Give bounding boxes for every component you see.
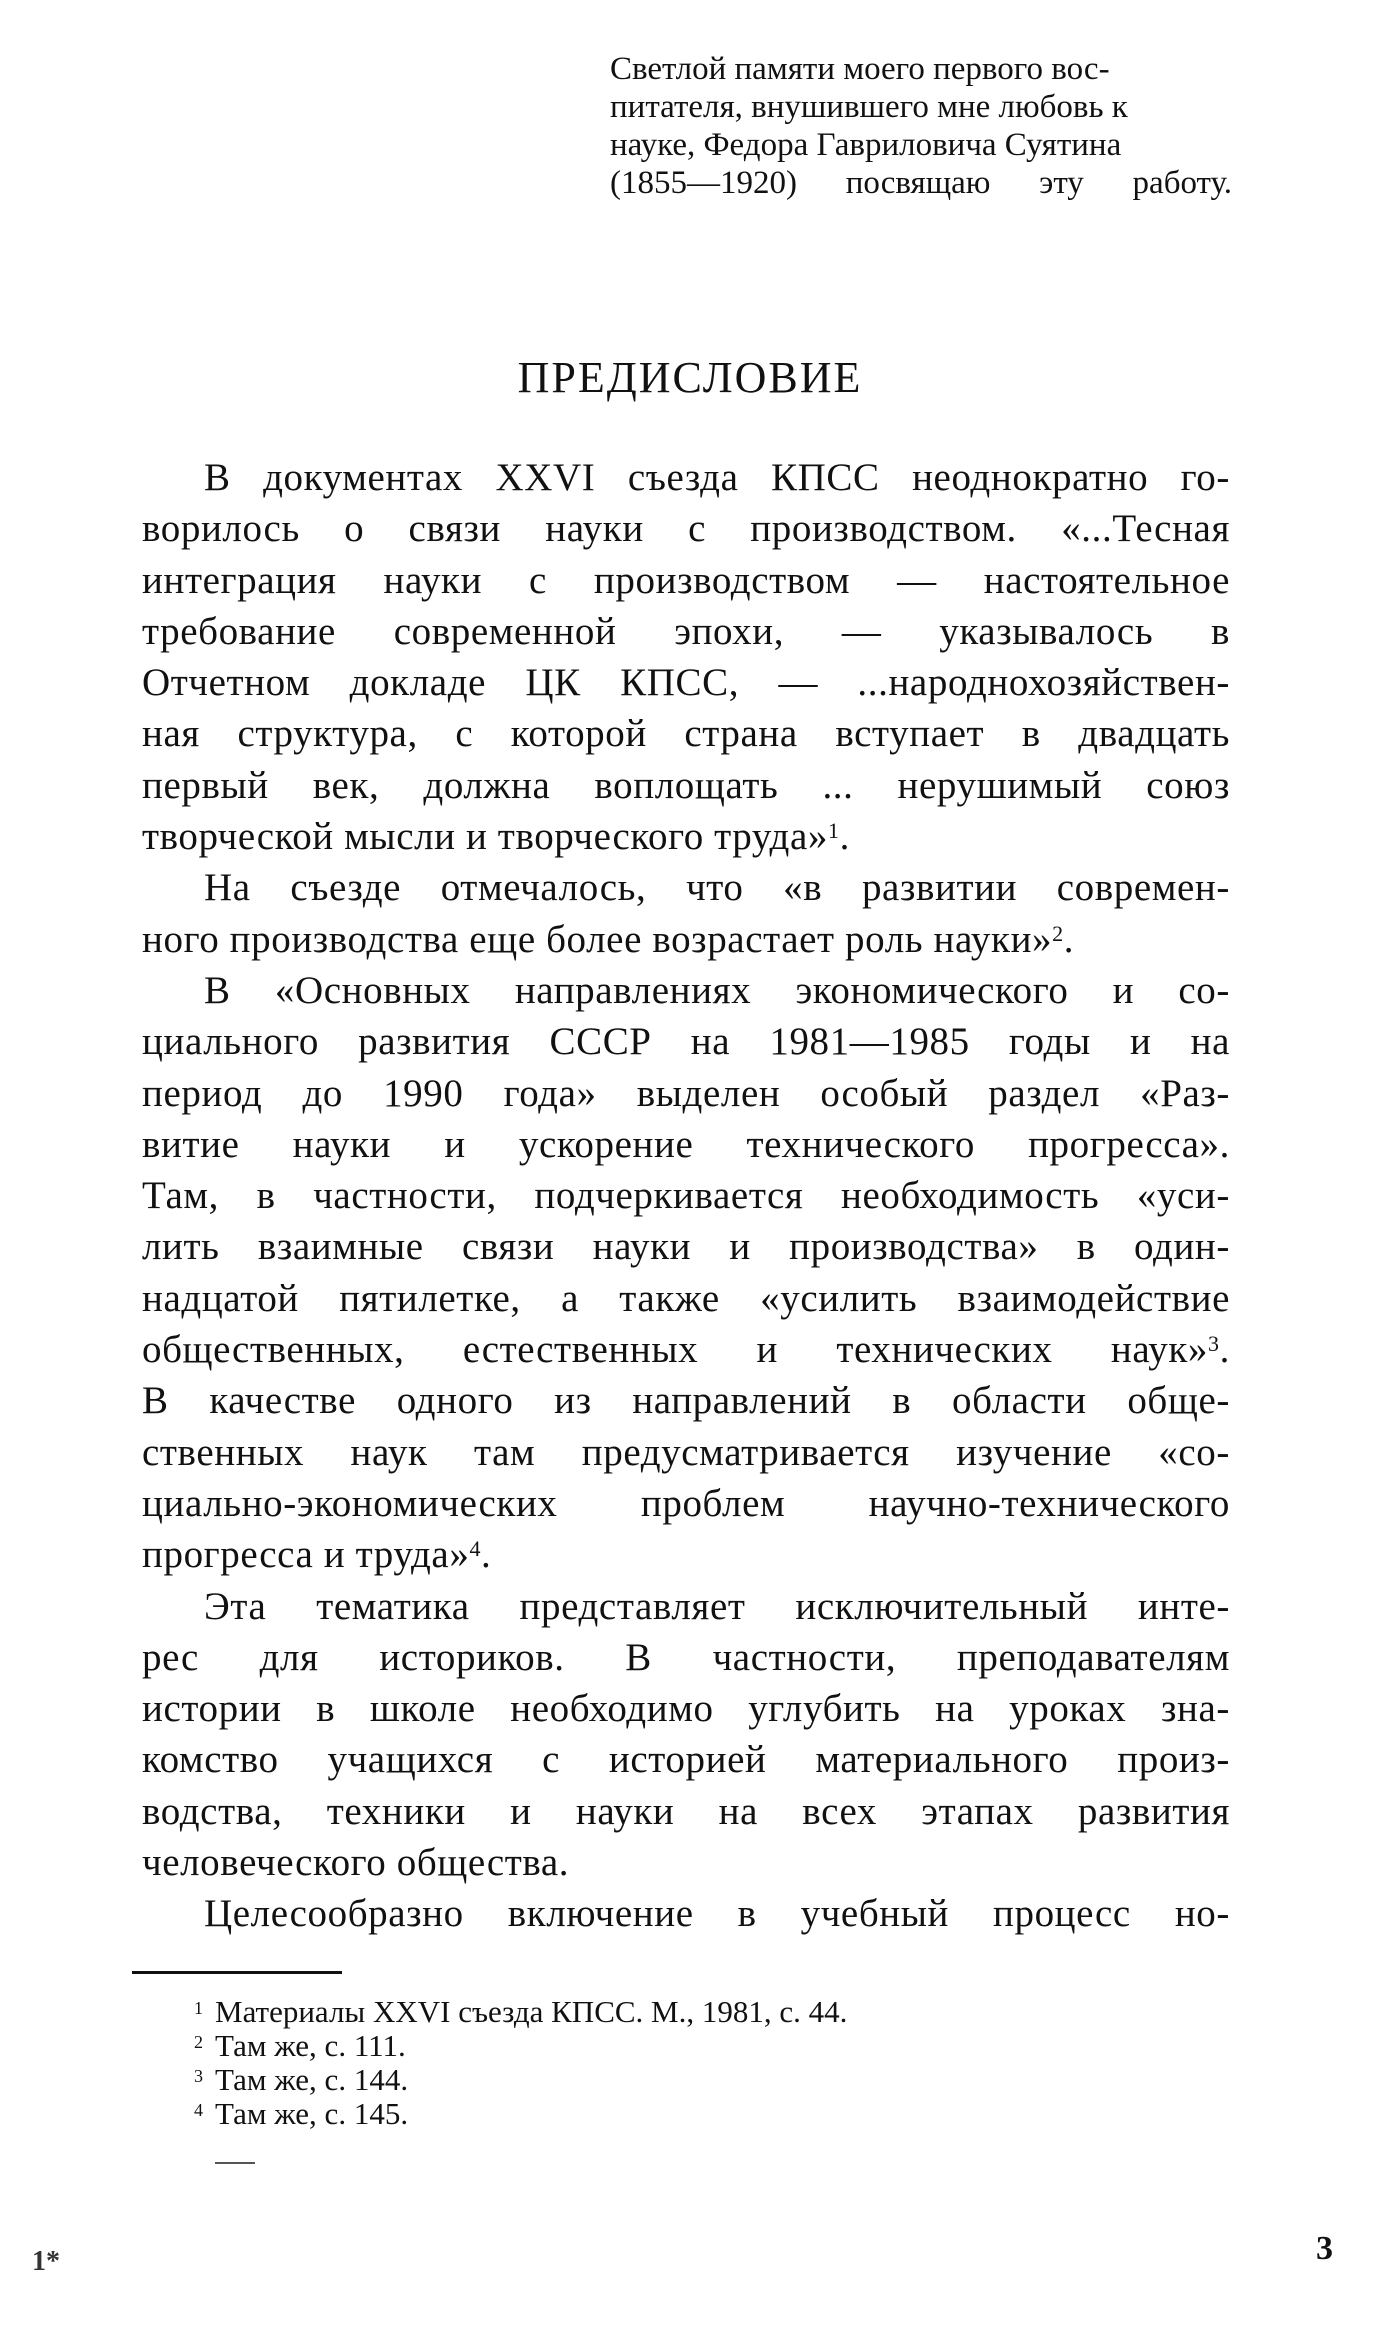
text-line bbox=[142, 606, 1230, 657]
footnote-number: 4 bbox=[194, 2100, 203, 2120]
line-punct: . bbox=[1219, 1328, 1230, 1372]
line-text: надцатой пятилетке, а также «усилить взаимодействие bbox=[142, 1276, 1230, 1320]
paragraph bbox=[142, 452, 1230, 862]
footnote-number: 1 bbox=[194, 1998, 203, 2018]
dedication-line: науке, Федора Гавриловича Суятина bbox=[610, 127, 1122, 163]
line-text: циального развития СССР на 1981—1985 годы и на bbox=[142, 1020, 1230, 1064]
line-text: В документах XXVI съезда КПСС неоднократно го- bbox=[204, 456, 1230, 499]
line-punct: . bbox=[839, 815, 850, 859]
line-text: ная структура, с которой страна вступает в двадцать bbox=[142, 712, 1230, 756]
line-text: ворилось о связи науки с производством. «...Тесная bbox=[142, 507, 1230, 551]
line-text: Там, в частности, подчеркивается необходимость «уси- bbox=[142, 1174, 1230, 1218]
page-title: ПРЕДИСЛОВИЕ bbox=[517, 353, 863, 402]
text-line bbox=[142, 657, 1230, 708]
text-line bbox=[142, 1375, 1230, 1426]
line-text: комство учащихся с историей материального произ- bbox=[142, 1738, 1230, 1782]
text-line bbox=[142, 1529, 1230, 1580]
line-text: В качестве одного из направлений в области обще- bbox=[142, 1379, 1230, 1423]
footnote-text: Там же, с. 144. bbox=[215, 2062, 409, 2097]
line-text: водства, техники и науки на всех этапах развития bbox=[142, 1789, 1230, 1833]
line-punct: . bbox=[1063, 917, 1075, 961]
paragraph bbox=[142, 1581, 1230, 1889]
line-punct: . bbox=[481, 1533, 492, 1577]
footnote-text: Там же, с. 145. bbox=[215, 2096, 409, 2131]
text-line bbox=[142, 862, 1230, 913]
text-line bbox=[142, 1478, 1230, 1529]
line-text: человеческого общества. bbox=[142, 1841, 570, 1885]
text-line bbox=[142, 452, 1230, 503]
line-text: истории в школе необходимо углубить на уроках зна- bbox=[142, 1687, 1230, 1731]
line-text: На съезде отмечалось, что «в развитии современ- bbox=[204, 866, 1230, 910]
paragraph bbox=[142, 1888, 1230, 1939]
line-text: Эта тематика представляет исключительный инте- bbox=[204, 1584, 1230, 1628]
text-line bbox=[142, 1119, 1230, 1170]
text-line bbox=[142, 1221, 1230, 1272]
text-line bbox=[142, 1016, 1230, 1067]
footnote bbox=[194, 2097, 1094, 2131]
line-text: общественных, естественных и технических наук» bbox=[142, 1328, 1209, 1372]
line-text: рес для историков. В частности, преподавателям bbox=[142, 1635, 1230, 1679]
text-line bbox=[142, 1170, 1230, 1221]
footnote-ref: 4 bbox=[469, 1536, 482, 1562]
footnote-text: Там же, с. 111. bbox=[215, 2028, 406, 2063]
line-text: период до 1990 года» выделен особый раздел «Раз- bbox=[142, 1071, 1230, 1115]
footnote bbox=[194, 2029, 1094, 2063]
footnote-separator bbox=[132, 1971, 342, 1974]
body-text bbox=[142, 452, 1230, 1940]
footnote-number: 3 bbox=[194, 2066, 203, 2086]
text-line bbox=[142, 1273, 1230, 1324]
footnote-ref: 3 bbox=[1208, 1331, 1220, 1357]
paragraph bbox=[142, 965, 1230, 1581]
line-text: витие науки и ускорение технического прогресса». bbox=[142, 1122, 1230, 1166]
dedication-line: (1855—1920) посвящаю эту работу. bbox=[610, 165, 1232, 201]
text-line bbox=[142, 503, 1230, 554]
text-line bbox=[142, 1427, 1230, 1478]
dedication bbox=[610, 50, 1232, 202]
line-text: первый век, должна воплощать ... нерушимый союз bbox=[142, 763, 1230, 807]
footnote-text: Материалы XXVI съезда КПСС. М., 1981, с. 44. bbox=[215, 1994, 848, 2029]
text-line bbox=[142, 760, 1230, 811]
line-text: лить взаимные связи науки и производства» в один- bbox=[142, 1225, 1230, 1269]
line-text: прогресса и труда» bbox=[142, 1533, 470, 1577]
text-line bbox=[142, 1324, 1230, 1375]
line-text: творческой мысли и творческого труда» bbox=[142, 815, 828, 859]
text-line bbox=[142, 1581, 1230, 1632]
text-line bbox=[142, 1632, 1230, 1683]
text-line bbox=[142, 914, 1230, 965]
text-line bbox=[142, 1068, 1230, 1119]
text-line bbox=[142, 1786, 1230, 1837]
text-line bbox=[142, 1683, 1230, 1734]
footnote bbox=[194, 2063, 1094, 2097]
footnote-ref: 1 bbox=[827, 818, 840, 844]
line-text: Целесообразно включение в учебный процесс но- bbox=[204, 1892, 1230, 1936]
page-number: 3 bbox=[1316, 2230, 1333, 2267]
text-line bbox=[142, 1734, 1230, 1785]
line-text: интеграция науки с производством — настоятельное bbox=[142, 558, 1230, 602]
footnote bbox=[194, 1995, 1094, 2029]
text-line bbox=[142, 708, 1230, 759]
dedication-line: питателя, внушившего мне любовь к bbox=[610, 89, 1128, 125]
line-text: В «Основных направлениях экономического и со- bbox=[204, 968, 1230, 1012]
text-line bbox=[142, 1837, 1230, 1888]
text-line bbox=[142, 965, 1230, 1016]
text-line bbox=[142, 811, 1230, 862]
text-line bbox=[142, 555, 1230, 606]
line-text: ственных наук там предусматривается изучение «со- bbox=[142, 1430, 1230, 1474]
paragraph bbox=[142, 862, 1230, 965]
line-text: циально-экономических проблем научно-технического bbox=[142, 1481, 1230, 1525]
short-rule bbox=[215, 2162, 255, 2164]
footnotes bbox=[194, 1995, 1094, 2131]
text-line bbox=[142, 1888, 1230, 1939]
signature-mark: 1* bbox=[32, 2246, 60, 2277]
line-text: требование современной эпохи, — указывалось в bbox=[142, 609, 1230, 653]
footnote-ref: 2 bbox=[1052, 920, 1064, 946]
line-text: Отчетном докладе ЦК КПСС, — ...народнохозяйствен- bbox=[142, 661, 1230, 705]
line-text: ного производства еще более возрастает роль науки» bbox=[142, 917, 1053, 961]
dedication-line: Светлой памяти моего первого вос- bbox=[610, 51, 1110, 87]
footnote-number: 2 bbox=[194, 2032, 203, 2052]
